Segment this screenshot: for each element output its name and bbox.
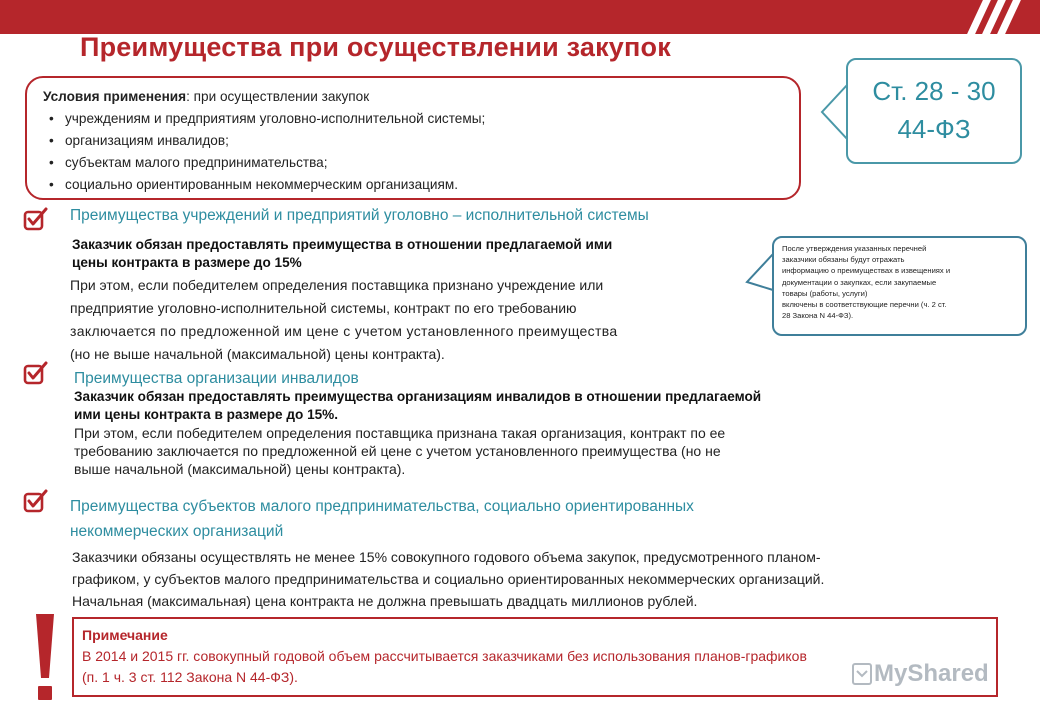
conditions-list	[43, 108, 785, 196]
top-banner	[0, 0, 1040, 34]
reference-articles: Ст. 28 - 30	[872, 76, 996, 106]
watermark: MyShared	[874, 660, 989, 687]
list-item: • субъектам малого предпринимательства;	[43, 152, 785, 174]
section-text-penal: При этом, если победителем определения поставщика признано учреждение или предприятие уголовно-исполнительной системы, контракт по его требованию заключается по предложенной им цене с учетом установленного преимущества (но не выше начальной (максимальной) цены контракта).	[70, 277, 618, 362]
section-heading-penal: Преимущества учреждений и предприятий уголовно – исполнительной системы	[70, 207, 649, 224]
section-text-small-business: Заказчики обязаны осуществлять не менее 15% совокупного годового объема закупок, предусмотренного планом- графиком, у субъектов малого предпринимательства и социально ориентированных некоммерческих организаций. Начальная (максимальная) цена контракта не должна превышать двадцать миллионов рублей.	[72, 549, 825, 609]
checkbox-checked-icon	[22, 488, 48, 514]
list-item: • социально ориентированным некоммерческим организациям.	[43, 174, 785, 196]
section-requirement-penal: Заказчик обязан предоставлять преимущества в отношении предлагаемой ими цены контракта в размере до 15%	[72, 237, 613, 270]
conditions-box	[25, 76, 801, 200]
law-reference-bubble	[846, 58, 1022, 164]
checkbox-checked-icon	[22, 206, 48, 232]
list-item: • организациям инвалидов;	[43, 130, 785, 152]
remark-line: (п. 1 ч. 3 ст. 112 Закона N 44-ФЗ).	[82, 669, 298, 685]
section-heading-small-business: Преимущества субъектов малого предпринимательства, социально ориентированных некоммерческих организаций	[70, 498, 694, 540]
watermark-logo-icon	[852, 663, 872, 685]
side-note-bubble: После утверждения указанных перечней заказчики обязаны будут отражать информацию о преимуществах в извещениях и документации о закупках, если закупаемые товары (работы, услуги) включены в соответствующие перечни (ч. 2 ст. 28 Закона N 44-ФЗ).	[772, 236, 1027, 336]
list-item: • учреждениям и предприятиям уголовно-исполнительной системы;	[43, 108, 785, 130]
speech-tail-icon	[745, 252, 775, 292]
remark-line: В 2014 и 2015 гг. совокупный годовой объем рассчитывается заказчиками без использования планов-графиков	[82, 648, 807, 664]
remark-title: Примечание	[82, 627, 168, 643]
conditions-heading: Условия применения: при осуществлении закупок	[43, 89, 370, 104]
section-heading-disabled: Преимущества организации инвалидов	[74, 370, 359, 387]
section-requirement-disabled: Заказчик обязан предоставлять преимущества организациям инвалидов в отношении предлагаемой ими цены контракта в размере до 15%.	[74, 389, 762, 422]
exclamation-icon	[34, 614, 56, 704]
remark-box	[72, 617, 998, 697]
reference-law: 44-ФЗ	[897, 114, 971, 144]
page-title: Преимущества при осуществлении закупок	[80, 32, 671, 62]
checkbox-checked-icon	[22, 360, 48, 386]
section-text-disabled: При этом, если победителем определения поставщика признана такая организация, контракт по ее требованию заключается по предложенной ей цене с учетом установленного преимущества (но не выше начальной (максимальной) цены контракта).	[74, 425, 726, 477]
